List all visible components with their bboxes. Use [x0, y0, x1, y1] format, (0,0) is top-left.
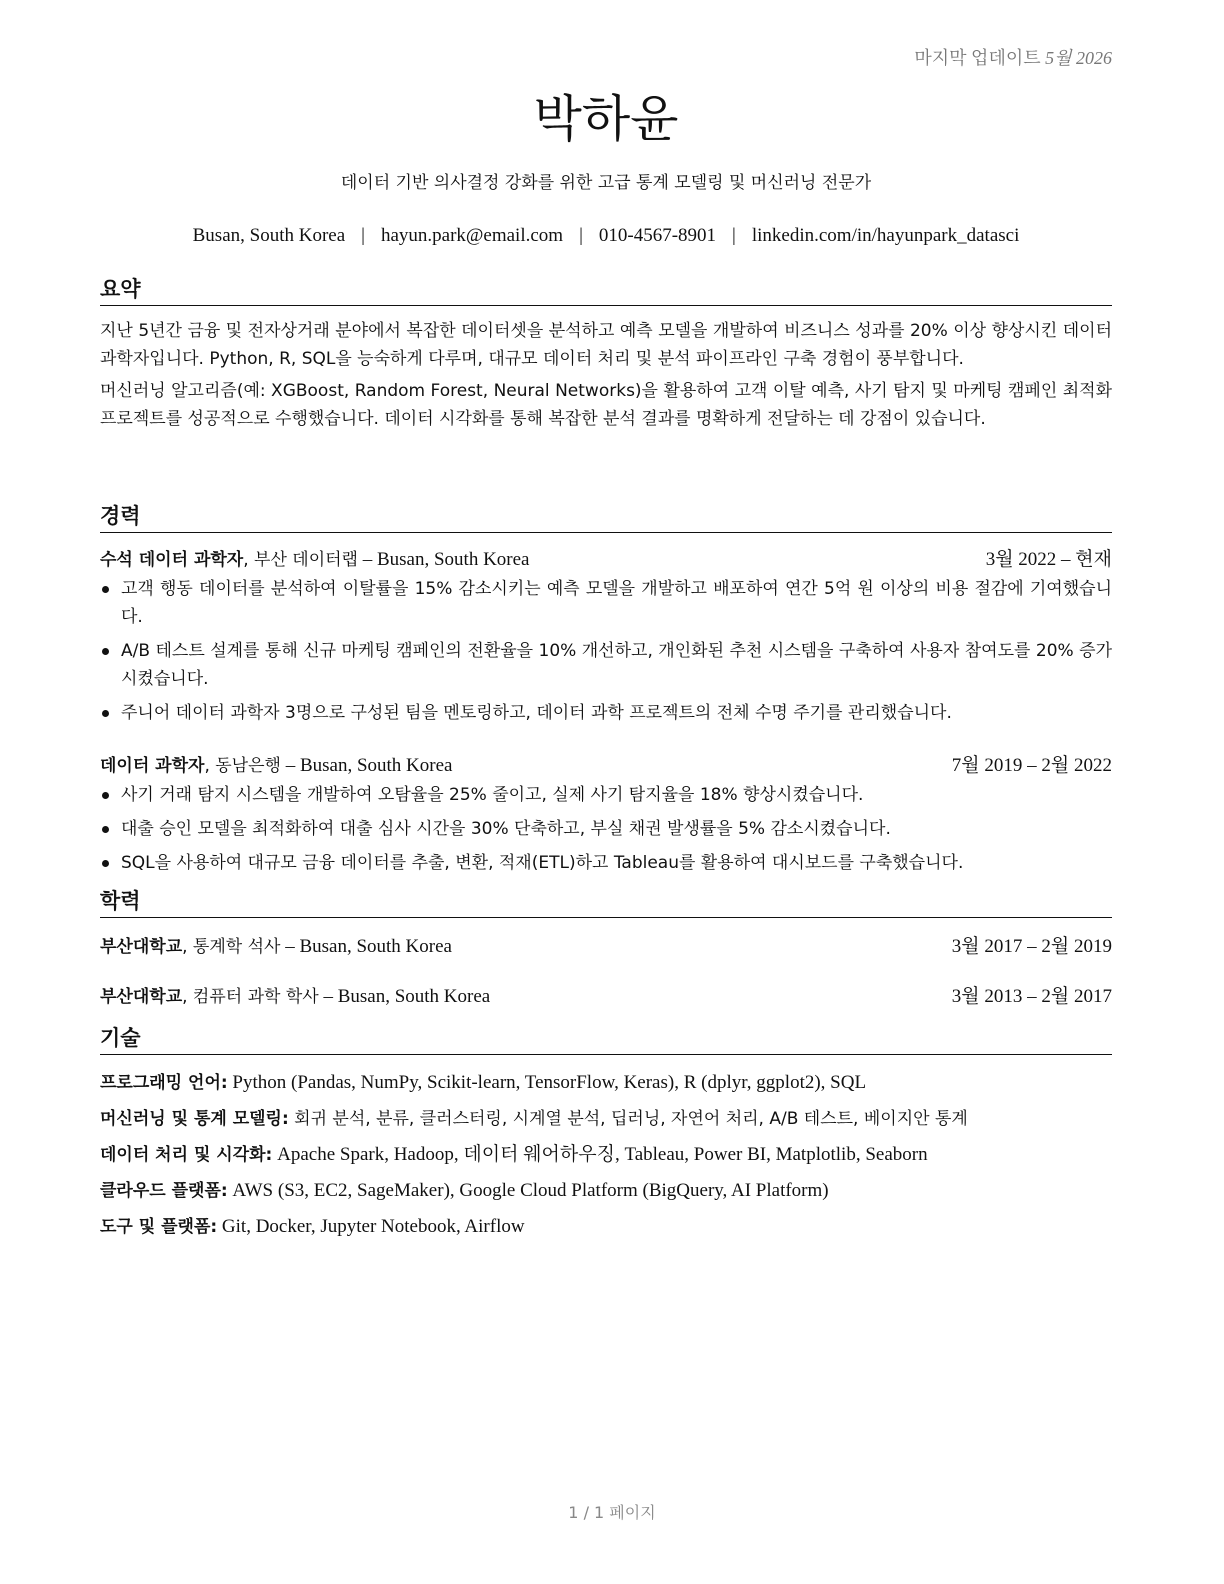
job-entry — [100, 545, 1112, 727]
bullet-text: 대출 승인 모델을 최적화하여 대출 심사 시간을 30% 단축하고, 부실 채권 발생률을 5% 감소시켰습니다. — [121, 819, 891, 839]
last-updated-year: 2026 — [1076, 48, 1112, 68]
job-dates: 7월 2019 – 2월 2022 — [951, 755, 1112, 776]
bullet-dot-icon — [102, 826, 109, 833]
bullet-text: 주니어 데이터 과학자 3명으로 구성된 팀을 멘토링하고, 데이터 과학 프로젝트의 전체 수명 주기를 관리했습니다. — [121, 703, 952, 723]
education-entry — [100, 932, 1112, 962]
job-bullets — [100, 781, 1112, 877]
list-item — [100, 781, 1112, 809]
education-degree: , 통계학 석사 — [182, 937, 281, 957]
bullet-text: SQL을 사용하여 대규모 금융 데이터를 추출, 변환, 적재(ETL)하고 Tableau를 활용하여 대시보드를 구축했습니다. — [121, 853, 964, 873]
skill-label: 도구 및 플랫폼: — [100, 1217, 218, 1237]
skill-value: Git, Docker, Jupyter Notebook, Airflow — [217, 1216, 525, 1237]
summary-section — [100, 276, 1112, 433]
contact-phone: 010-4567-8901 — [598, 225, 717, 246]
job-role: 데이터 과학자 — [100, 756, 205, 776]
list-item — [100, 849, 1112, 877]
skill-label: 머신러닝 및 통계 모델링: — [100, 1109, 289, 1129]
last-updated-month: 5월 — [1045, 48, 1072, 68]
contact-separator: | — [579, 225, 583, 246]
job-org: , 부산 데이터랩 — [243, 550, 358, 570]
skill-label: 데이터 처리 및 시각화: — [100, 1145, 273, 1165]
skills-list — [100, 1065, 1112, 1245]
job-location: – Busan, South Korea — [280, 755, 453, 776]
skill-value: Apache Spark, Hadoop, 데이터 웨어하우징, Tableau, Power BI, Matplotlib, Seaborn — [272, 1144, 928, 1165]
summary-paragraph: 지난 5년간 금융 및 전자상거래 분야에서 복잡한 데이터셋을 분석하고 예측 모델을 개발하여 비즈니스 성과를 20% 이상 향상시킨 데이터 과학자입니다. Python, R, SQL을 능숙하게 다루며, 대규모 데이터 처리 및 분석 파이프라인 구축 경험이 풍부합니다. — [100, 321, 1112, 369]
section-title-education: 학력 — [100, 888, 1112, 918]
bullet-dot-icon — [102, 860, 109, 867]
skill-value: 회귀 분석, 분류, 클러스터링, 시계열 분석, 딥러닝, 자연어 처리, A/B 테스트, 베이지안 통계 — [288, 1109, 968, 1129]
bullet-dot-icon — [102, 792, 109, 799]
skills-section — [100, 1025, 1112, 1245]
job-header — [100, 545, 1112, 575]
candidate-name: 박하윤 — [533, 90, 679, 148]
job-header — [100, 751, 1112, 781]
education-location: – Busan, South Korea — [280, 936, 452, 957]
bullet-dot-icon — [102, 586, 109, 593]
skill-label: 클라우드 플랫폼: — [100, 1181, 228, 1201]
contact-email[interactable]: hayun.park@email.com — [380, 225, 564, 246]
skill-value: AWS (S3, EC2, SageMaker), Google Cloud Platform (BigQuery, AI Platform) — [227, 1180, 829, 1201]
resume-page — [100, 0, 1112, 1584]
list-item — [100, 699, 1112, 727]
section-title-skills: 기술 — [100, 1025, 1112, 1055]
summary-paragraph: 머신러닝 알고리즘(예: XGBoost, Random Forest, Neural Networks)을 활용하여 고객 이탈 예측, 사기 탐지 및 마케팅 캠페인 최적화 프로젝트를 성공적으로 수행했습니다. 데이터 시각화를 통해 복잡한 분석 결과를 명확하게 전달하는 데 강점이 있습니다. — [100, 381, 1112, 429]
contact-line — [100, 222, 1112, 250]
job-location: – Busan, South Korea — [357, 549, 530, 570]
skill-row — [100, 1065, 1112, 1101]
education-school: 부산대학교 — [100, 987, 183, 1007]
bullet-dot-icon — [102, 648, 109, 655]
last-updated — [914, 44, 1112, 70]
skill-row — [100, 1173, 1112, 1209]
education-degree: , 컴퓨터 과학 학사 — [182, 987, 319, 1007]
tagline: 데이터 기반 의사결정 강화를 위한 고급 통계 모델링 및 머신러닝 전문가 — [340, 173, 872, 193]
bullet-text: 사기 거래 탐지 시스템을 개발하여 오탐율을 25% 줄이고, 실제 사기 탐지율을 18% 향상시켰습니다. — [121, 785, 864, 805]
skill-row — [100, 1209, 1112, 1245]
contact-location: Busan, South Korea — [192, 225, 346, 246]
education-school: 부산대학교 — [100, 937, 183, 957]
bullet-text: 고객 행동 데이터를 분석하여 이탈률을 15% 감소시키는 예측 모델을 개발하고 배포하여 연간 5억 원 이상의 비용 절감에 기여했습니다. — [121, 579, 1112, 627]
job-role: 수석 데이터 과학자 — [100, 550, 244, 570]
section-title-summary: 요약 — [100, 276, 1112, 306]
education-location: – Busan, South Korea — [318, 986, 491, 1007]
education-entry — [100, 982, 1112, 1012]
section-title-experience: 경력 — [100, 503, 1112, 533]
bullet-text: A/B 테스트 설계를 통해 신규 마케팅 캠페인의 전환율을 10% 개선하고, 개인화된 추천 시스템을 구축하여 사용자 참여도를 20% 증가시켰습니다. — [121, 641, 1112, 689]
last-updated-label: 마지막 업데이트 — [914, 48, 1041, 68]
experience-section — [100, 503, 1112, 883]
list-item — [100, 575, 1112, 631]
education-section — [100, 888, 1112, 1012]
list-item — [100, 637, 1112, 693]
contact-linkedin[interactable]: linkedin.com/in/hayunpark_datasci — [751, 225, 1020, 246]
skill-label: 프로그래밍 언어: — [100, 1073, 228, 1093]
job-bullets — [100, 575, 1112, 727]
list-item — [100, 815, 1112, 843]
skill-value: Python (Pandas, NumPy, Scikit-learn, TensorFlow, Keras), R (dplyr, ggplot2), SQL — [227, 1072, 867, 1093]
skill-row — [100, 1137, 1112, 1173]
skill-row — [100, 1101, 1112, 1137]
education-dates: 3월 2017 – 2월 2019 — [951, 936, 1112, 957]
page-indicator: 1 / 1 페이지 — [568, 1503, 656, 1522]
contact-separator: | — [732, 225, 736, 246]
education-dates: 3월 2013 – 2월 2017 — [951, 986, 1112, 1007]
bullet-dot-icon — [102, 710, 109, 717]
job-org: , 동남은행 — [204, 756, 281, 776]
job-entry — [100, 751, 1112, 877]
job-dates: 3월 2022 – 현재 — [985, 549, 1112, 570]
contact-separator: | — [361, 225, 365, 246]
